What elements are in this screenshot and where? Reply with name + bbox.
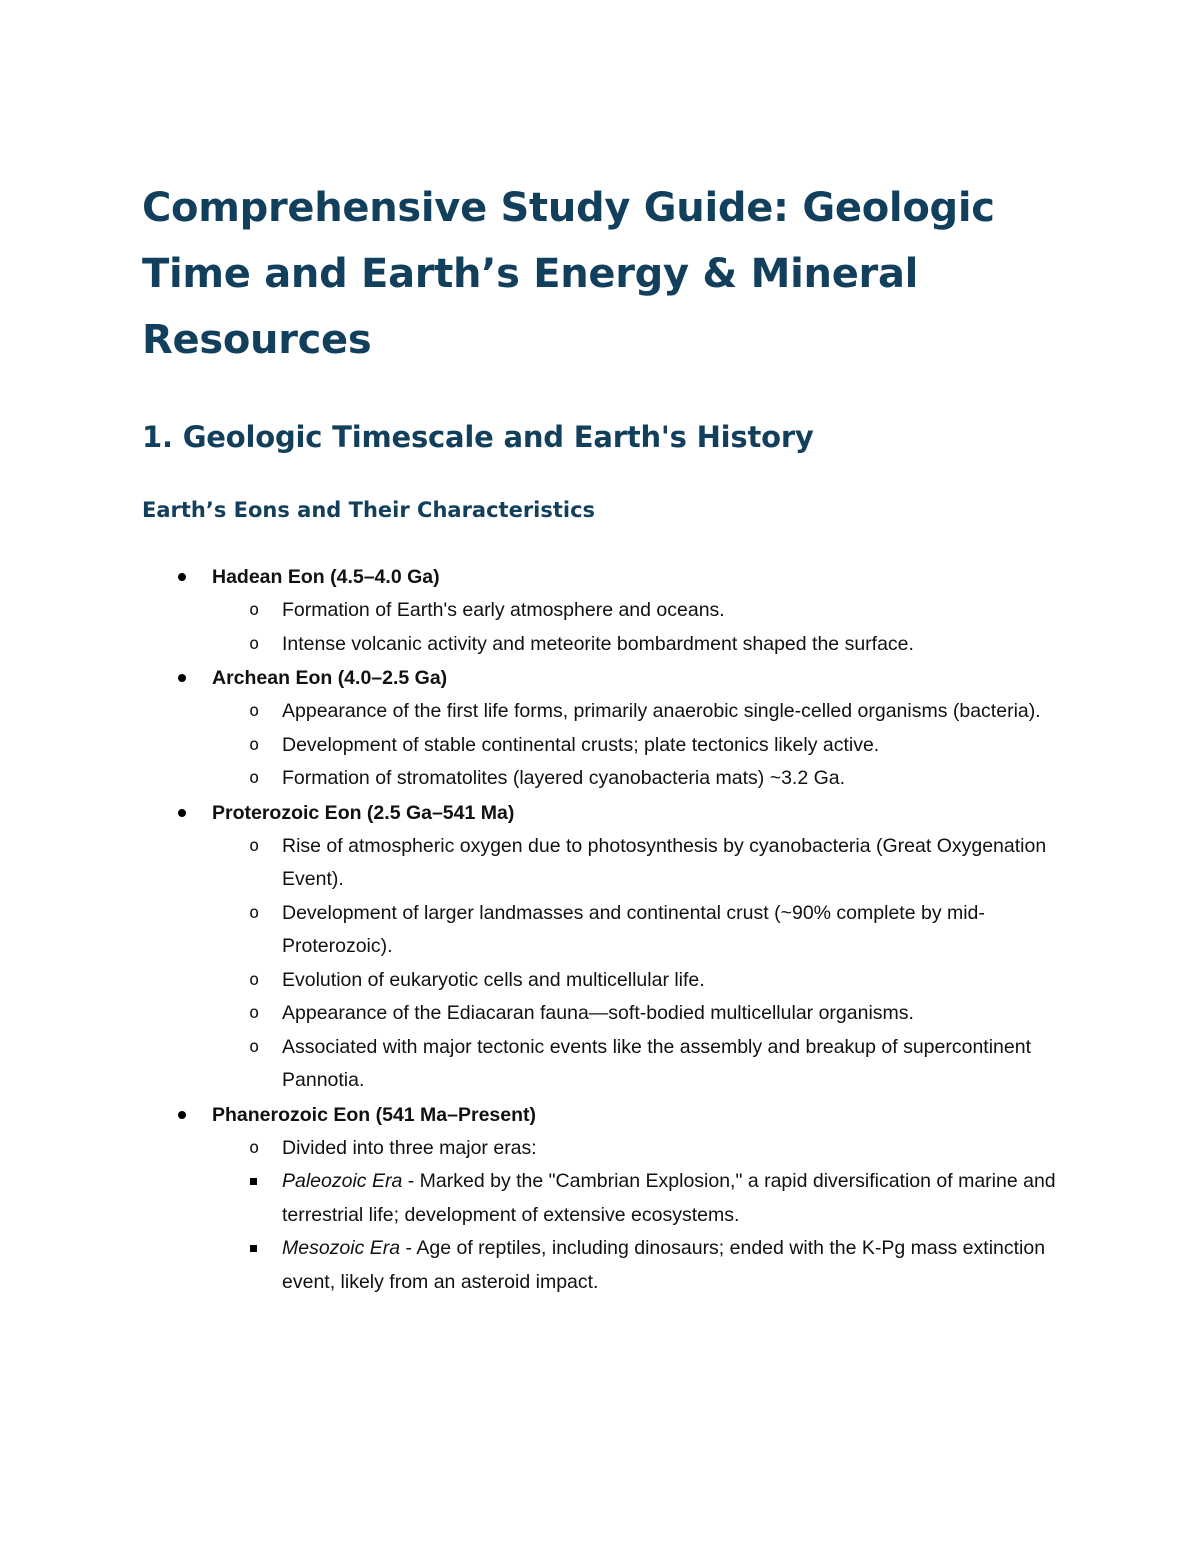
eon-item-phanerozoic (142, 1098, 1072, 1300)
eon-title: Proterozoic Eon (2.5 Ga–541 Ma) (212, 801, 515, 824)
list-item: o Appearance of the Ediacaran fauna—soft-bodied multicellular organisms. (212, 997, 1072, 1031)
era-name: Mesozoic Era (282, 1237, 401, 1259)
era-item-paleozoic (212, 1165, 1072, 1232)
eon-points (212, 1132, 1072, 1300)
list-item (212, 1132, 1072, 1300)
eon-points (212, 695, 1072, 796)
eon-item-proterozoic (142, 796, 1072, 1098)
eon-title: Archean Eon (4.0–2.5 Ga) (212, 667, 448, 689)
list-item: o Development of stable continental crusts; plate tectonics likely active. (212, 729, 1072, 763)
list-item: o Evolution of eukaryotic cells and multicellular life. (212, 964, 1072, 998)
era-description: - Age of reptiles, including dinosaurs; ended with the K-Pg mass extinction event, likely from an asteroid impact. (282, 1237, 1046, 1293)
list-item-text: Divided into three major eras: (282, 1136, 537, 1159)
eon-title: Hadean Eon (4.5–4.0 Ga) (212, 566, 440, 588)
list-item: o Development of larger landmasses and continental crust (~90% complete by mid-Proterozoic). (212, 897, 1072, 964)
eon-points (212, 830, 1072, 1098)
eon-points (212, 594, 1072, 661)
era-name: Paleozoic Era (282, 1170, 403, 1192)
list-item: o Associated with major tectonic events like the assembly and breakup of supercontinent Pannotia. (212, 1031, 1072, 1098)
document-page (142, 175, 1072, 1299)
list-item: o Formation of Earth's early atmosphere and oceans. (212, 594, 1072, 628)
list-item: o Rise of atmospheric oxygen due to photosynthesis by cyanobacteria (Great Oxygenation Event). (212, 830, 1072, 897)
subsection-heading: Earth’s Eons and Their Characteristics (142, 498, 596, 522)
eon-item-archean (142, 661, 1072, 796)
list-item: o Intense volcanic activity and meteorite bombardment shaped the surface. (212, 628, 1072, 662)
eon-item-hadean (142, 560, 1072, 661)
list-item: o Formation of stromatolites (layered cyanobacteria mats) ~3.2 Ga. (212, 762, 1072, 796)
eon-title: Phanerozoic Eon (541 Ma–Present) (212, 1103, 537, 1126)
era-description: - Marked by the "Cambrian Explosion," a rapid diversification of marine and terrestrial life; development of extensive ecosystems. (282, 1170, 1056, 1226)
document-title: Comprehensive Study Guide: Geologic Time and Earth’s Energy & Mineral Resources (142, 185, 995, 363)
era-list (212, 1165, 1072, 1299)
list-item: o Appearance of the first life forms, primarily anaerobic single-celled organisms (bacteria). (212, 695, 1072, 729)
eon-list (142, 560, 1072, 1299)
section-heading: 1. Geologic Timescale and Earth's History (142, 420, 814, 454)
era-item-mesozoic (212, 1232, 1072, 1299)
